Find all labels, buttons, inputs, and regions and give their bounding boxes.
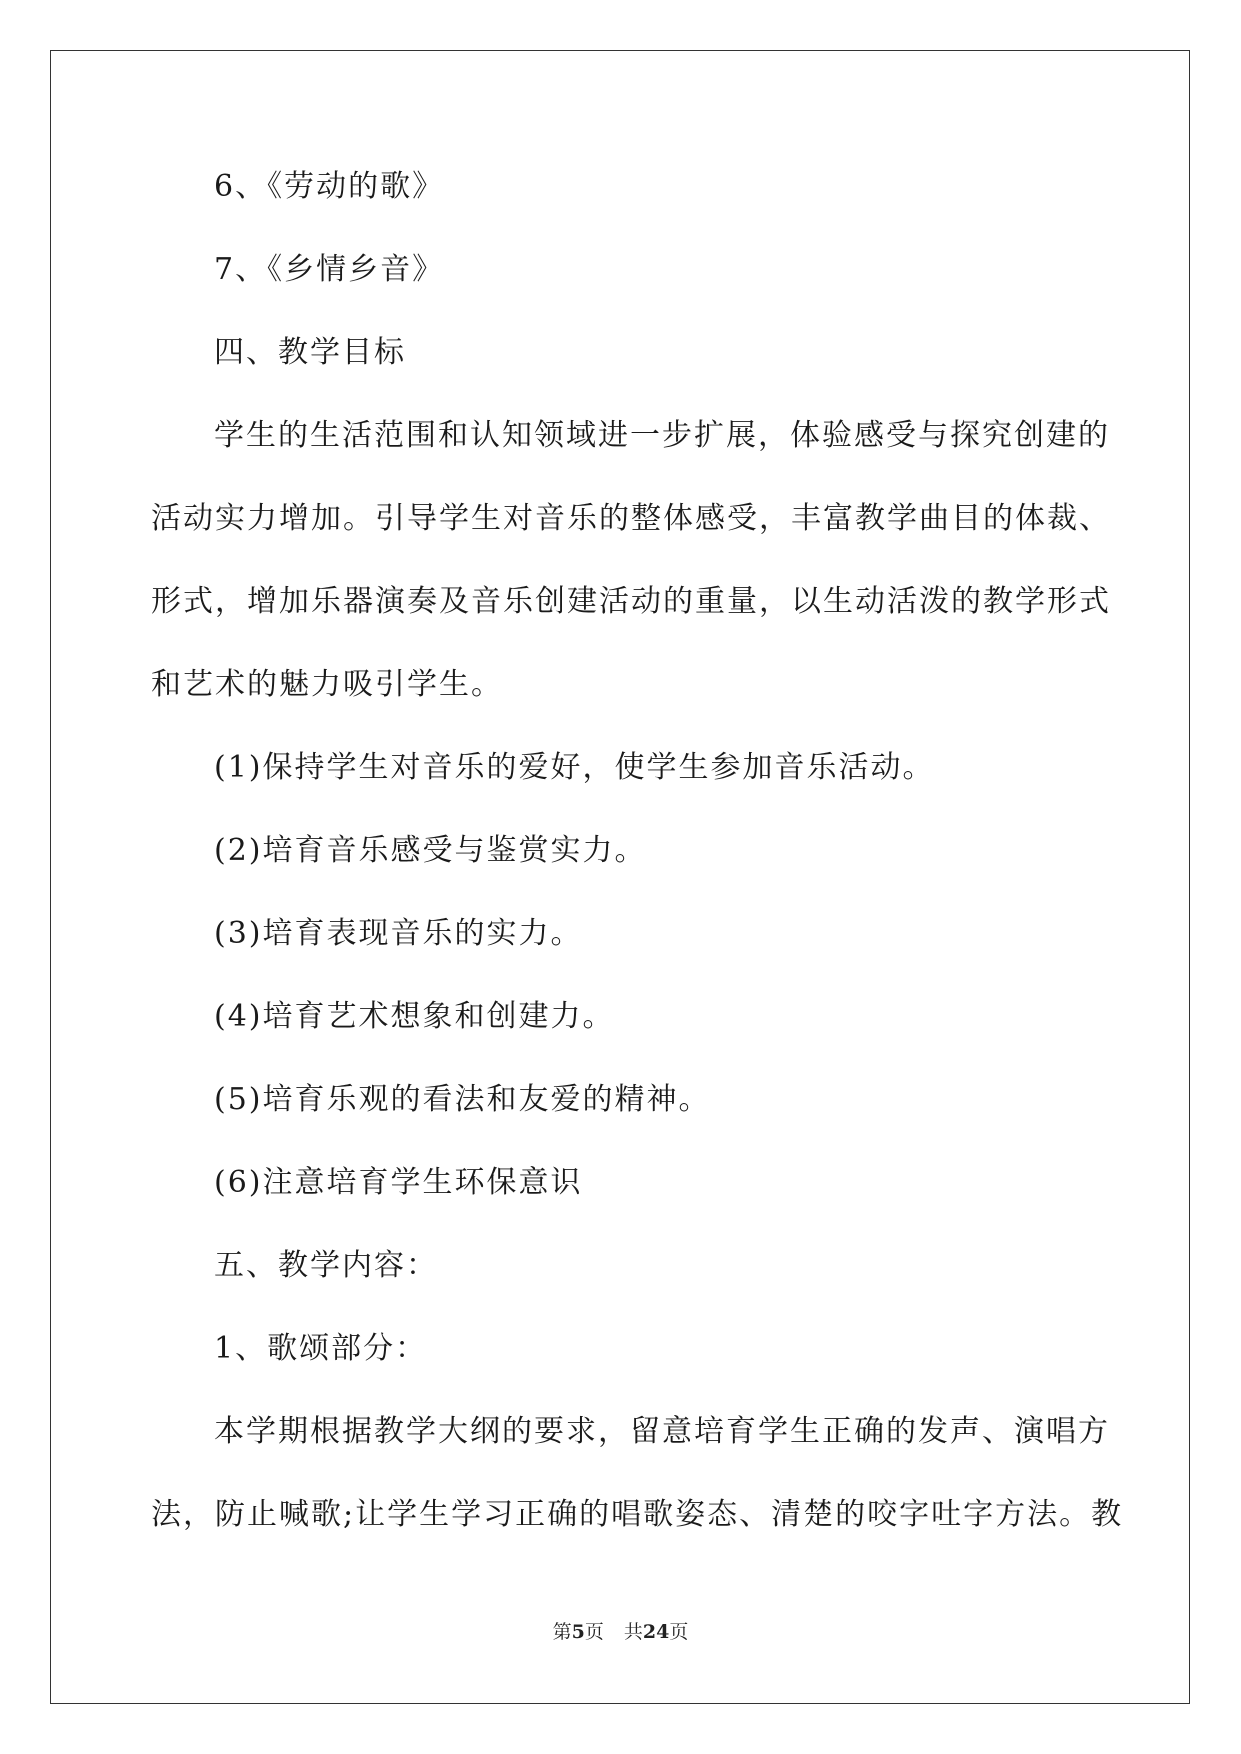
document-body	[151, 166, 1124, 1535]
page-number-footer	[0, 1620, 1241, 1644]
footer-prefix: 第	[552, 1621, 572, 1643]
paragraph-line: 活动实力增加。引导学生对音乐的整体感受，丰富教学曲目的体裁、	[151, 501, 1111, 536]
footer-total-suffix: 页	[669, 1621, 689, 1643]
footer-page-suffix: 页	[584, 1621, 604, 1643]
goal-item-5: (5)培育乐观的看法和友爱的精神。	[214, 1082, 711, 1117]
section-heading-teaching-goals: 四、教学目标	[214, 335, 406, 370]
goal-item-6: (6)注意培育学生环保意识	[214, 1165, 583, 1200]
goal-item-4: (4)培育艺术想象和创建力。	[214, 999, 615, 1034]
footer-total-prefix: 共	[623, 1621, 643, 1643]
paragraph-line: 和艺术的魅力吸引学生。	[151, 667, 503, 702]
goal-item-1: (1)保持学生对音乐的爱好，使学生参加音乐活动。	[214, 750, 935, 785]
subsection-heading-singing: 1、歌颂部分：	[214, 1331, 428, 1366]
section-heading-teaching-content: 五、教学内容：	[214, 1248, 438, 1283]
current-page-number: 5	[571, 1621, 585, 1643]
goal-item-2: (2)培育音乐感受与鉴赏实力。	[214, 833, 647, 868]
list-item-song-6: 6、《劳动的歌》	[214, 169, 445, 204]
list-item-song-7: 7、《乡情乡音》	[214, 252, 445, 287]
paragraph-line: 法，防止喊歌;让学生学习正确的唱歌姿态、清楚的咬字吐字方法。教	[151, 1497, 1124, 1532]
paragraph-line: 本学期根据教学大纲的要求，留意培育学生正确的发声、演唱方	[214, 1414, 1110, 1449]
total-page-count: 24	[642, 1621, 670, 1643]
paragraph-line: 学生的生活范围和认知领域进一步扩展，体验感受与探究创建的	[214, 418, 1110, 453]
paragraph-line: 形式，增加乐器演奏及音乐创建活动的重量，以生动活泼的教学形式	[151, 584, 1111, 619]
goal-item-3: (3)培育表现音乐的实力。	[214, 916, 583, 951]
